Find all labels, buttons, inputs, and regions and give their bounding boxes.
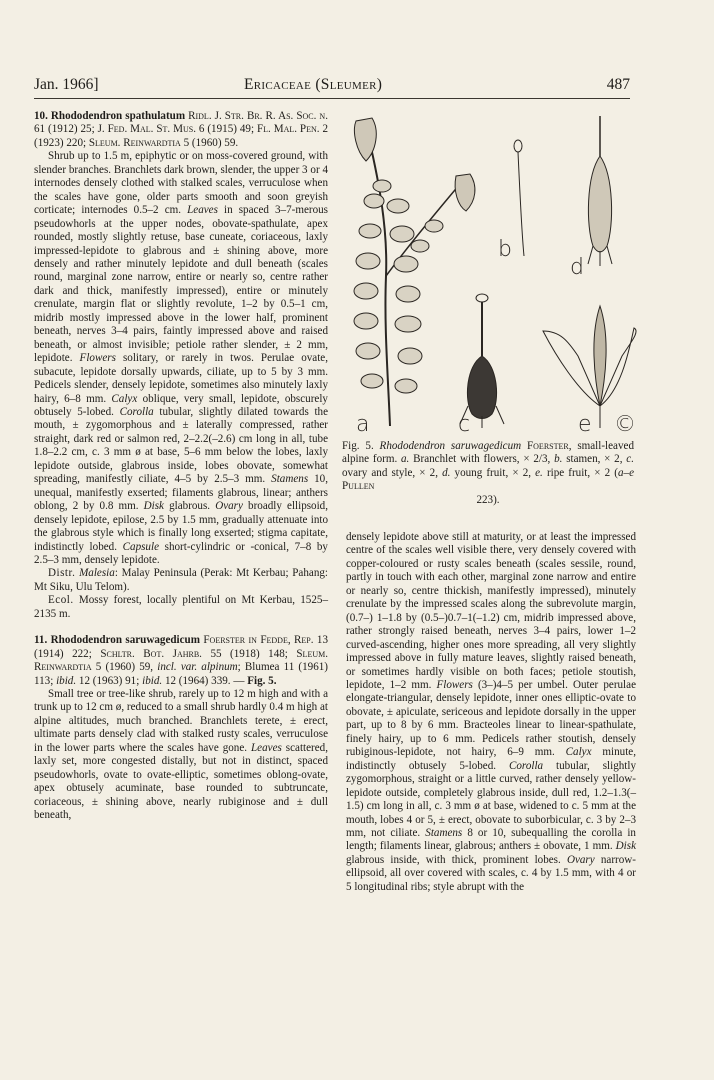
species-11-name: Rhododendron saruwagedicum <box>50 634 200 647</box>
header-rule <box>34 98 630 99</box>
species-10-citation: Ridl. J. Str. Br. R. As. Soc. n. 61 (1912) 25; J. Fed. Mal. St. Mus. 6 (1915) 49; Fl. Mal. Pen. 2 (1923) 220; Sleum. Reinwardtia 5 (1960) 59. <box>34 110 328 149</box>
species-11-description-cont: densely lepidote above still at maturity, or at least the impressed centre of the scales well visible there, very densely covered with copper-coloured or rusty scales beneath (scales sessile, round, partly in touch with each other, marginal zone narrow and entire or nearly so, centre thickish, manifestly impressed), minutely crenulate by the impressed scales along the subrevolute margin, (0.7–) 1–1.8 by (0.5–)0.7–1(–1.2) cm, midrib impressed above, rather strongly raised beneath, nerves 3–4 pairs, lower 1–2 curved-ascending, higher ones more spreading, all very slightly impressed above in fully mature leaves, slightly raised beneath, or sometimes hardly visible on both faces; petiole stoutish, lepidote, 1–2 mm. Flowers (3–)4–5 per umbel. Outer perulae elongate-triangular, densely lepidote, inner ones elliptic-ovate to obovate, ± apiculate, sericeous and lepidote dorsally in the upper part, up to 8 by 6 mm. Bracteoles linear to linear-spathulate, finely hairy, up to 6 mm. Pedicels rather stoutish, densely rubiginous-lepidote, not hairy, 6–9 mm. Calyx minute, indistinctly obtusely 5-lobed. Corolla tubular, slightly zygomorphous, straight or a little curved, rather densely yellow-lepidote outside, completely glabrous inside, dull red, 1.2–1.3(–1.5) cm long in all, c. 3 mm ø at base, widened to c. 5 mm at the mouth, lobes 4 or 5, ± erect, obovate to suborbicular, c. 3 by 2–3 mm, not ciliate. Stamens 8 or 10, subequalling the corolla in length; filaments linear, glabrous; anthers ± obovate, 1 mm. Disk glabrous inside, with thick, prominent lobes. Ovary narrow-ellipsoid, all over covered with scales, c. 4 by 1.5 mm, with 4 or 5 longitudinal ribs; style abrupt with the <box>346 531 636 893</box>
species-11-number: 11. <box>34 634 48 647</box>
figure-label-e: e <box>578 412 592 436</box>
species-10-name: Rhododendron spathulatum <box>50 110 186 122</box>
species-11-description: Small tree or tree-like shrub, rarely up to 12 m high and with a trunk up to 12 cm ø, reduced to a small shrub hardly 0.4 m high at alpine altitudes, much branched. Branchlets terete, ± erect, ultimate parts densely clad with stalked rusty scales, verruculose in the lower parts where the scales have gone. Leaves scattered, laxly set, more congested distally, but not in distinct, spaced pseudowhorls, ovate to ovate-elliptic, sometimes oblong-ovate, apex obtusely acuminate, base rounded to subtruncate, coriaceous, ± shining above, nearly rubiginose and ± dull beneath, <box>34 688 328 822</box>
species-11-heading: 11. Rhododendron saruwagedicum Foerster in Fedde, Rep. 13 (1914) 222; Schltr. Bot. Jahrb. 55 (1918) 148; Sleum. Reinwardtia 5 (1960) 59, incl. var. alpinum; Blumea 11 (1961) 113; ibid. 12 (1963) 91; ibid. 12 (1964) 339. — Fig. 5. <box>34 634 329 687</box>
species-10-heading <box>34 110 328 150</box>
label-disk: Disk <box>143 500 164 513</box>
label-ovary: Ovary <box>215 500 243 513</box>
figure-label-d: d <box>570 255 584 280</box>
page-number: 487 <box>606 76 630 93</box>
label-flowers: Flowers <box>79 352 116 365</box>
species-10-number: 10. <box>34 110 48 122</box>
figure-label-a: a <box>356 412 370 436</box>
species-10-distribution: Distr. Malesia: Malay Peninsula (Perak: Mt Kerbau; Pahang: Mt Siku, Ulu Telom). <box>34 567 328 593</box>
figure-reference: Fig. 5. <box>247 674 277 687</box>
figure-label-c: c <box>458 412 471 436</box>
label-corolla: Corolla <box>119 405 154 418</box>
left-column <box>34 110 328 823</box>
label-capsule: Capsule <box>122 540 159 553</box>
label-leaves: Leaves <box>187 204 218 217</box>
label-stamens: Stamens <box>271 473 309 486</box>
figure-label-b: b <box>498 237 512 262</box>
running-header <box>34 76 630 98</box>
botanical-drawing <box>338 106 638 436</box>
species-10-ecology: Ecol. Mossy forest, locally plentiful on Mt Kerbau, 1525–2135 m. <box>34 594 328 620</box>
right-column <box>346 531 636 894</box>
figure-5-illustration <box>338 106 638 436</box>
label-calyx: Calyx <box>111 392 138 405</box>
header-family: Ericaceae (Sleumer) <box>244 76 383 93</box>
species-10-description: Shrub up to 1.5 m, epiphytic or on moss-covered ground, with slender branches. Branchlets dark brown, slender, the upper 3 or 4 internodes densely clothed with stalked scales, verruculose when the scales have gone, older parts smooth and soon greyish corticate; internodes 0.5–2 cm. Leaves in spaced 3–7-merous pseudowhorls at the upper nodes, obovate-spathulate, apex rounded, mostly slightly retuse, base cuneate, coriaceous, laxly impressed-lepidote to glabrous and ± shining above, more densely and rather minutely lepidote and dull beneath (scales round, marginal zone narrow, entire or nearly so, centre rather dark and thick, manifestly impressed), entire or minutely crenulate, margin flat or slightly revolute, 1–2 by 0.5–1 cm, midrib mostly impressed above in the lower half, prominent beneath, nerves 3–4 pairs, faintly impressed above and raised beneath, or almost invisible; petiole rather slender, ± 2 mm, lepidote. Flowers solitary, or rarely in twos. Perulae ovate, subacute, lepidote dorsally upwards, ciliate, up to 5 by 3 mm. Pedicels slender, densely lepidote, sometimes also minutely laxly hairy, 6–8 mm. Calyx oblique, very small, lepidote, obscurely obtusely 5-lobed. Corolla tubular, slightly dilated towards the mouth, ± zygomorphous and ± laterally compressed, rather straight, dark red or salmon red, 2–2.2(–2.6) cm long in all, tube 1.8–2.2 cm, c. 3 mm ø at base, 5–6 mm below the lobes, laxly lepidote outside, glabrous inside, lobes obovate, somewhat spreading, manifestly ciliate, 4–5 by 2.5–3 mm. Stamens 10, unequal, manifestly exserted; filaments glabrous, linear; anthers oblong, 2 by 0.8 mm. Disk glabrous. Ovary broadly ellipsoid, densely lepidote, epilose, 2.5 by 1.5 mm, gradually attenuate into the glabrous style which is finally long exserted; stigma capitate, indistinctly lobed. Capsule short-cylindric or -conical, 7–8 by 2.5–3 mm, densely lepidote. <box>34 150 329 566</box>
figure-caption: Fig. 5. Rhododendron saruwagedicum Foerster, small-leaved alpine form. a. Branchlet with flowers, × 2/3, b. stamen, × 2, c. ovary and style, × 2, d. young fruit, × 2, e. ripe fruit, × 2 (a–e Pullen 223). <box>342 440 634 506</box>
header-date: Jan. 1966] <box>34 76 99 93</box>
copyright-mark: © <box>614 412 636 436</box>
